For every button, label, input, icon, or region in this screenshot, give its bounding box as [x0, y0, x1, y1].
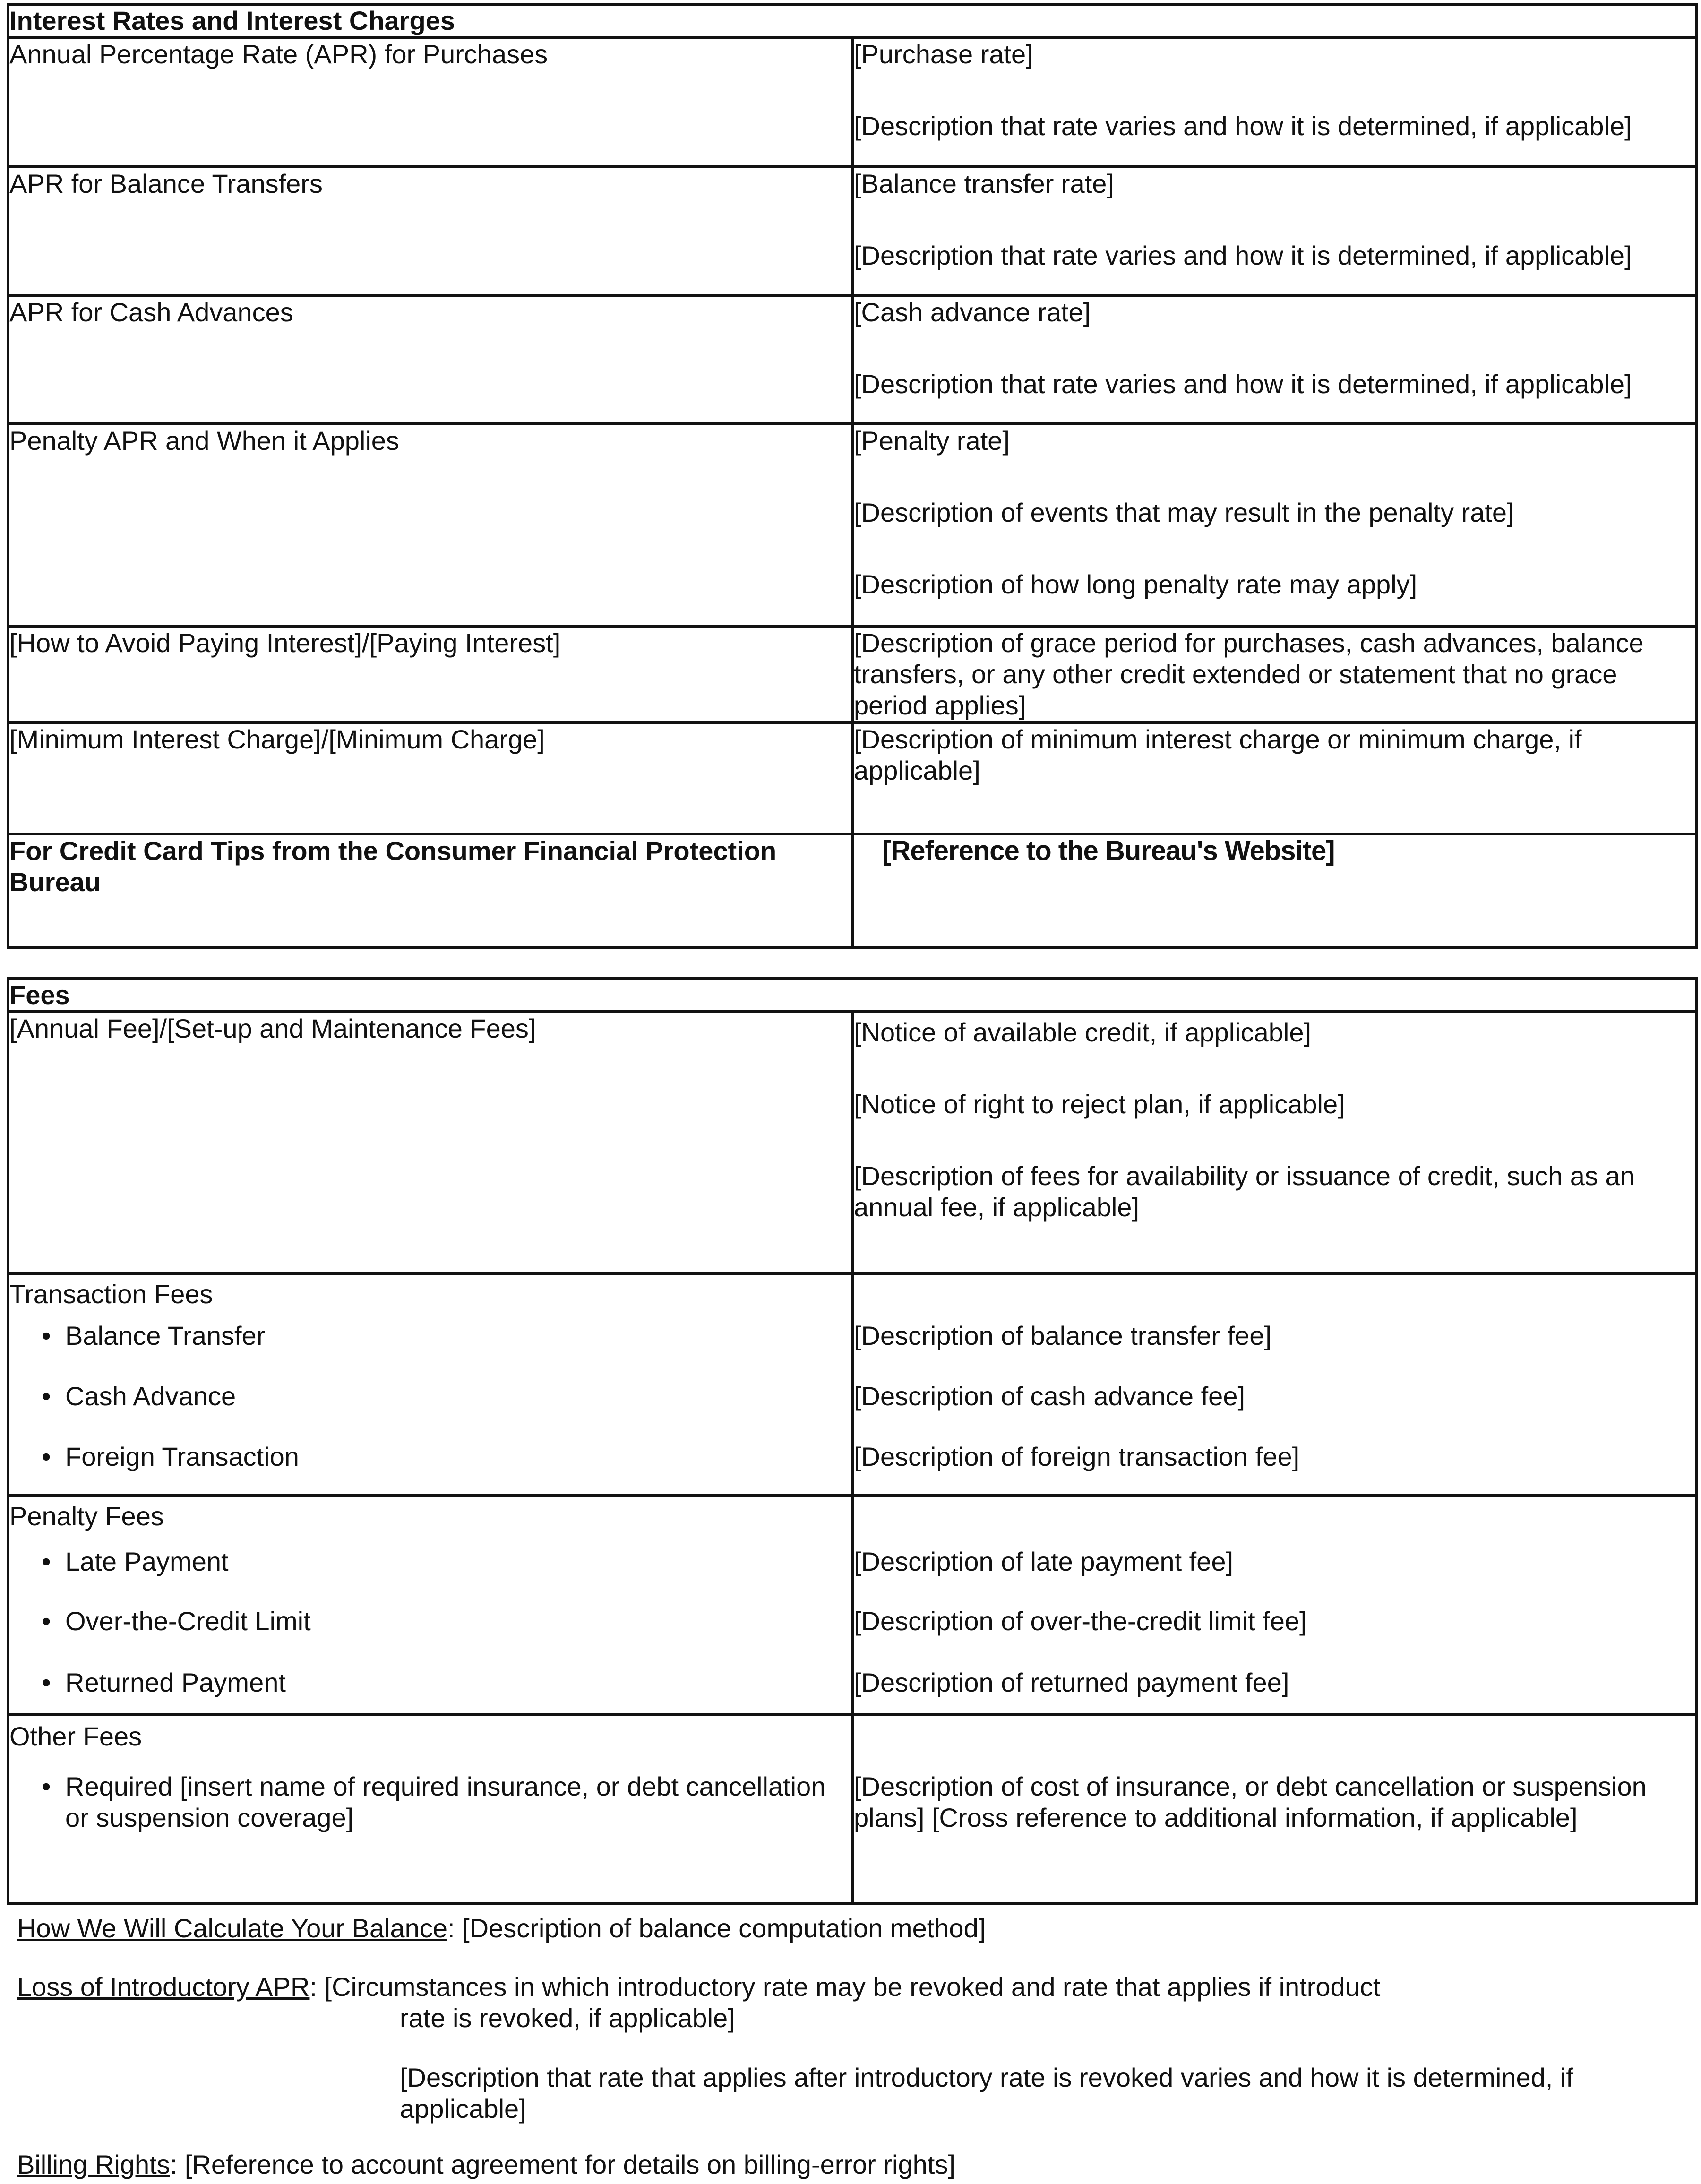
- cash-advance-rate: [Cash advance rate]: [854, 297, 1091, 327]
- table-row: [8, 722, 1697, 834]
- over-limit-fee: [Description of over-the-credit limit fee]: [854, 1606, 1307, 1636]
- table-row: [8, 424, 1697, 626]
- row-label: Annual Percentage Rate (APR) for Purchases: [8, 37, 852, 167]
- row-value: [852, 295, 1697, 424]
- row-value: [852, 1496, 1697, 1715]
- list-item: • Over-the-Credit Limit: [9, 1606, 851, 1667]
- row-value: [Description of grace period for purchases, cash advances, balance transfers, or any other credit extended or statement that no grace period applies]: [852, 626, 1697, 722]
- returned-payment-fee: [Description of returned payment fee]: [854, 1668, 1289, 1697]
- penalty-rate: [Penalty rate]: [854, 426, 1010, 456]
- row-value: [852, 167, 1697, 295]
- row-label: [8, 1273, 852, 1496]
- table-row: [8, 167, 1697, 295]
- row-value: [852, 834, 1697, 947]
- interest-rates-table: [7, 3, 1698, 949]
- other-fees-label: Other Fees: [9, 1721, 142, 1751]
- row-value: [852, 424, 1697, 626]
- table-row: [8, 1496, 1697, 1715]
- balance-calculation-note: [17, 1913, 1690, 1944]
- penalty-events: [Description of events that may result in the penalty rate]: [854, 498, 1514, 527]
- row-label: [Minimum Interest Charge]/[Minimum Charge]: [8, 722, 852, 834]
- list-item: • Returned Payment: [9, 1667, 851, 1698]
- list-item: • Cash Advance: [9, 1381, 851, 1441]
- intro-apr-text-continued: rate is revoked, if applicable]: [400, 2003, 735, 2033]
- row-label: For Credit Card Tips from the Consumer Financial Protection Bureau: [8, 834, 852, 947]
- reject-plan-notice: [Notice of right to reject plan, if applicable]: [854, 1089, 1345, 1119]
- row-label: [8, 1715, 852, 1904]
- late-payment-fee: [Description of late payment fee]: [854, 1547, 1234, 1576]
- intro-apr-description-text: [Description that rate that applies after introductory rate is revoked varies and how it is determined, if applicable]: [400, 2063, 1573, 2124]
- penalty-duration: [Description of how long penalty rate may apply]: [854, 569, 1418, 599]
- row-label: Penalty APR and When it Applies: [8, 424, 852, 626]
- table-row: [8, 1012, 1697, 1273]
- bureau-website-reference: [Reference to the Bureau's Website]: [882, 835, 1335, 866]
- billing-rights-note: [17, 2149, 1690, 2180]
- table-row: [8, 1273, 1697, 1496]
- row-value: [852, 1273, 1697, 1496]
- interest-table-heading: Interest Rates and Interest Charges: [8, 4, 1697, 37]
- transaction-fees-label: Transaction Fees: [9, 1279, 213, 1309]
- balance-transfer-rate: [Balance transfer rate]: [854, 169, 1114, 198]
- intro-apr-text: : [Circumstances in which introductory rate may be revoked and rate that applies if introduct: [309, 1972, 1381, 2002]
- row-value: [852, 1012, 1697, 1273]
- table-row: [8, 834, 1697, 947]
- row-value: [Description of minimum interest charge or minimum charge, if applicable]: [852, 722, 1697, 834]
- transaction-fee-list: [9, 1320, 851, 1472]
- insurance-cost-description: [Description of cost of insurance, or debt cancellation or suspension plans] [Cross reference to additional information, if applicable]: [854, 1771, 1647, 1832]
- list-item: • Late Payment: [9, 1546, 851, 1606]
- row-value: [852, 1715, 1697, 1904]
- purchase-rate: [Purchase rate]: [854, 39, 1033, 69]
- intro-apr-description: [17, 2062, 1690, 2124]
- penalty-fee-list: [9, 1546, 851, 1698]
- billing-rights-heading: Billing Rights: [17, 2150, 170, 2179]
- row-label: [Annual Fee]/[Set-up and Maintenance Fees]: [8, 1012, 852, 1273]
- table-row: [8, 295, 1697, 424]
- list-item: • Foreign Transaction: [9, 1441, 851, 1472]
- availability-fees-description: [Description of fees for availability or issuance of credit, such as an annual fee, if applicable]: [854, 1161, 1635, 1222]
- row-label: APR for Balance Transfers: [8, 167, 852, 295]
- other-fee-list: [9, 1771, 851, 1833]
- foreign-transaction-fee: [Description of foreign transaction fee]: [854, 1442, 1300, 1471]
- balance-calculation-text: : [Description of balance computation method]: [447, 1913, 986, 1943]
- table-row: [8, 37, 1697, 167]
- fees-table: [7, 977, 1698, 1905]
- penalty-fees-label: Penalty Fees: [9, 1501, 164, 1531]
- row-label: [8, 1496, 852, 1715]
- row-value: [852, 37, 1697, 167]
- balance-transfer-fee: [Description of balance transfer fee]: [854, 1321, 1272, 1350]
- rate-description: [Description that rate varies and how it is determined, if applicable]: [854, 241, 1632, 270]
- row-label: APR for Cash Advances: [8, 295, 852, 424]
- rate-description: [Description that rate varies and how it is determined, if applicable]: [854, 111, 1632, 141]
- fees-table-heading: Fees: [8, 979, 1697, 1012]
- list-item: • Balance Transfer: [9, 1320, 851, 1381]
- cash-advance-fee: [Description of cash advance fee]: [854, 1381, 1246, 1411]
- available-credit-notice: [Notice of available credit, if applicable]: [854, 1017, 1312, 1047]
- row-label: [How to Avoid Paying Interest]/[Paying Interest]: [8, 626, 852, 722]
- rate-description: [Description that rate varies and how it is determined, if applicable]: [854, 369, 1632, 399]
- intro-apr-note: [17, 1971, 1690, 2003]
- billing-rights-text: : [Reference to account agreement for details on billing-error rights]: [170, 2150, 955, 2179]
- table-row: [8, 626, 1697, 722]
- table-row: [8, 1715, 1697, 1904]
- intro-apr-note-continued: [17, 2003, 1690, 2034]
- balance-calculation-heading: How We Will Calculate Your Balance: [17, 1913, 447, 1943]
- list-item: • Required [insert name of required insurance, or debt cancellation or suspension coverage]: [9, 1771, 851, 1833]
- intro-apr-heading: Loss of Introductory APR: [17, 1972, 310, 2002]
